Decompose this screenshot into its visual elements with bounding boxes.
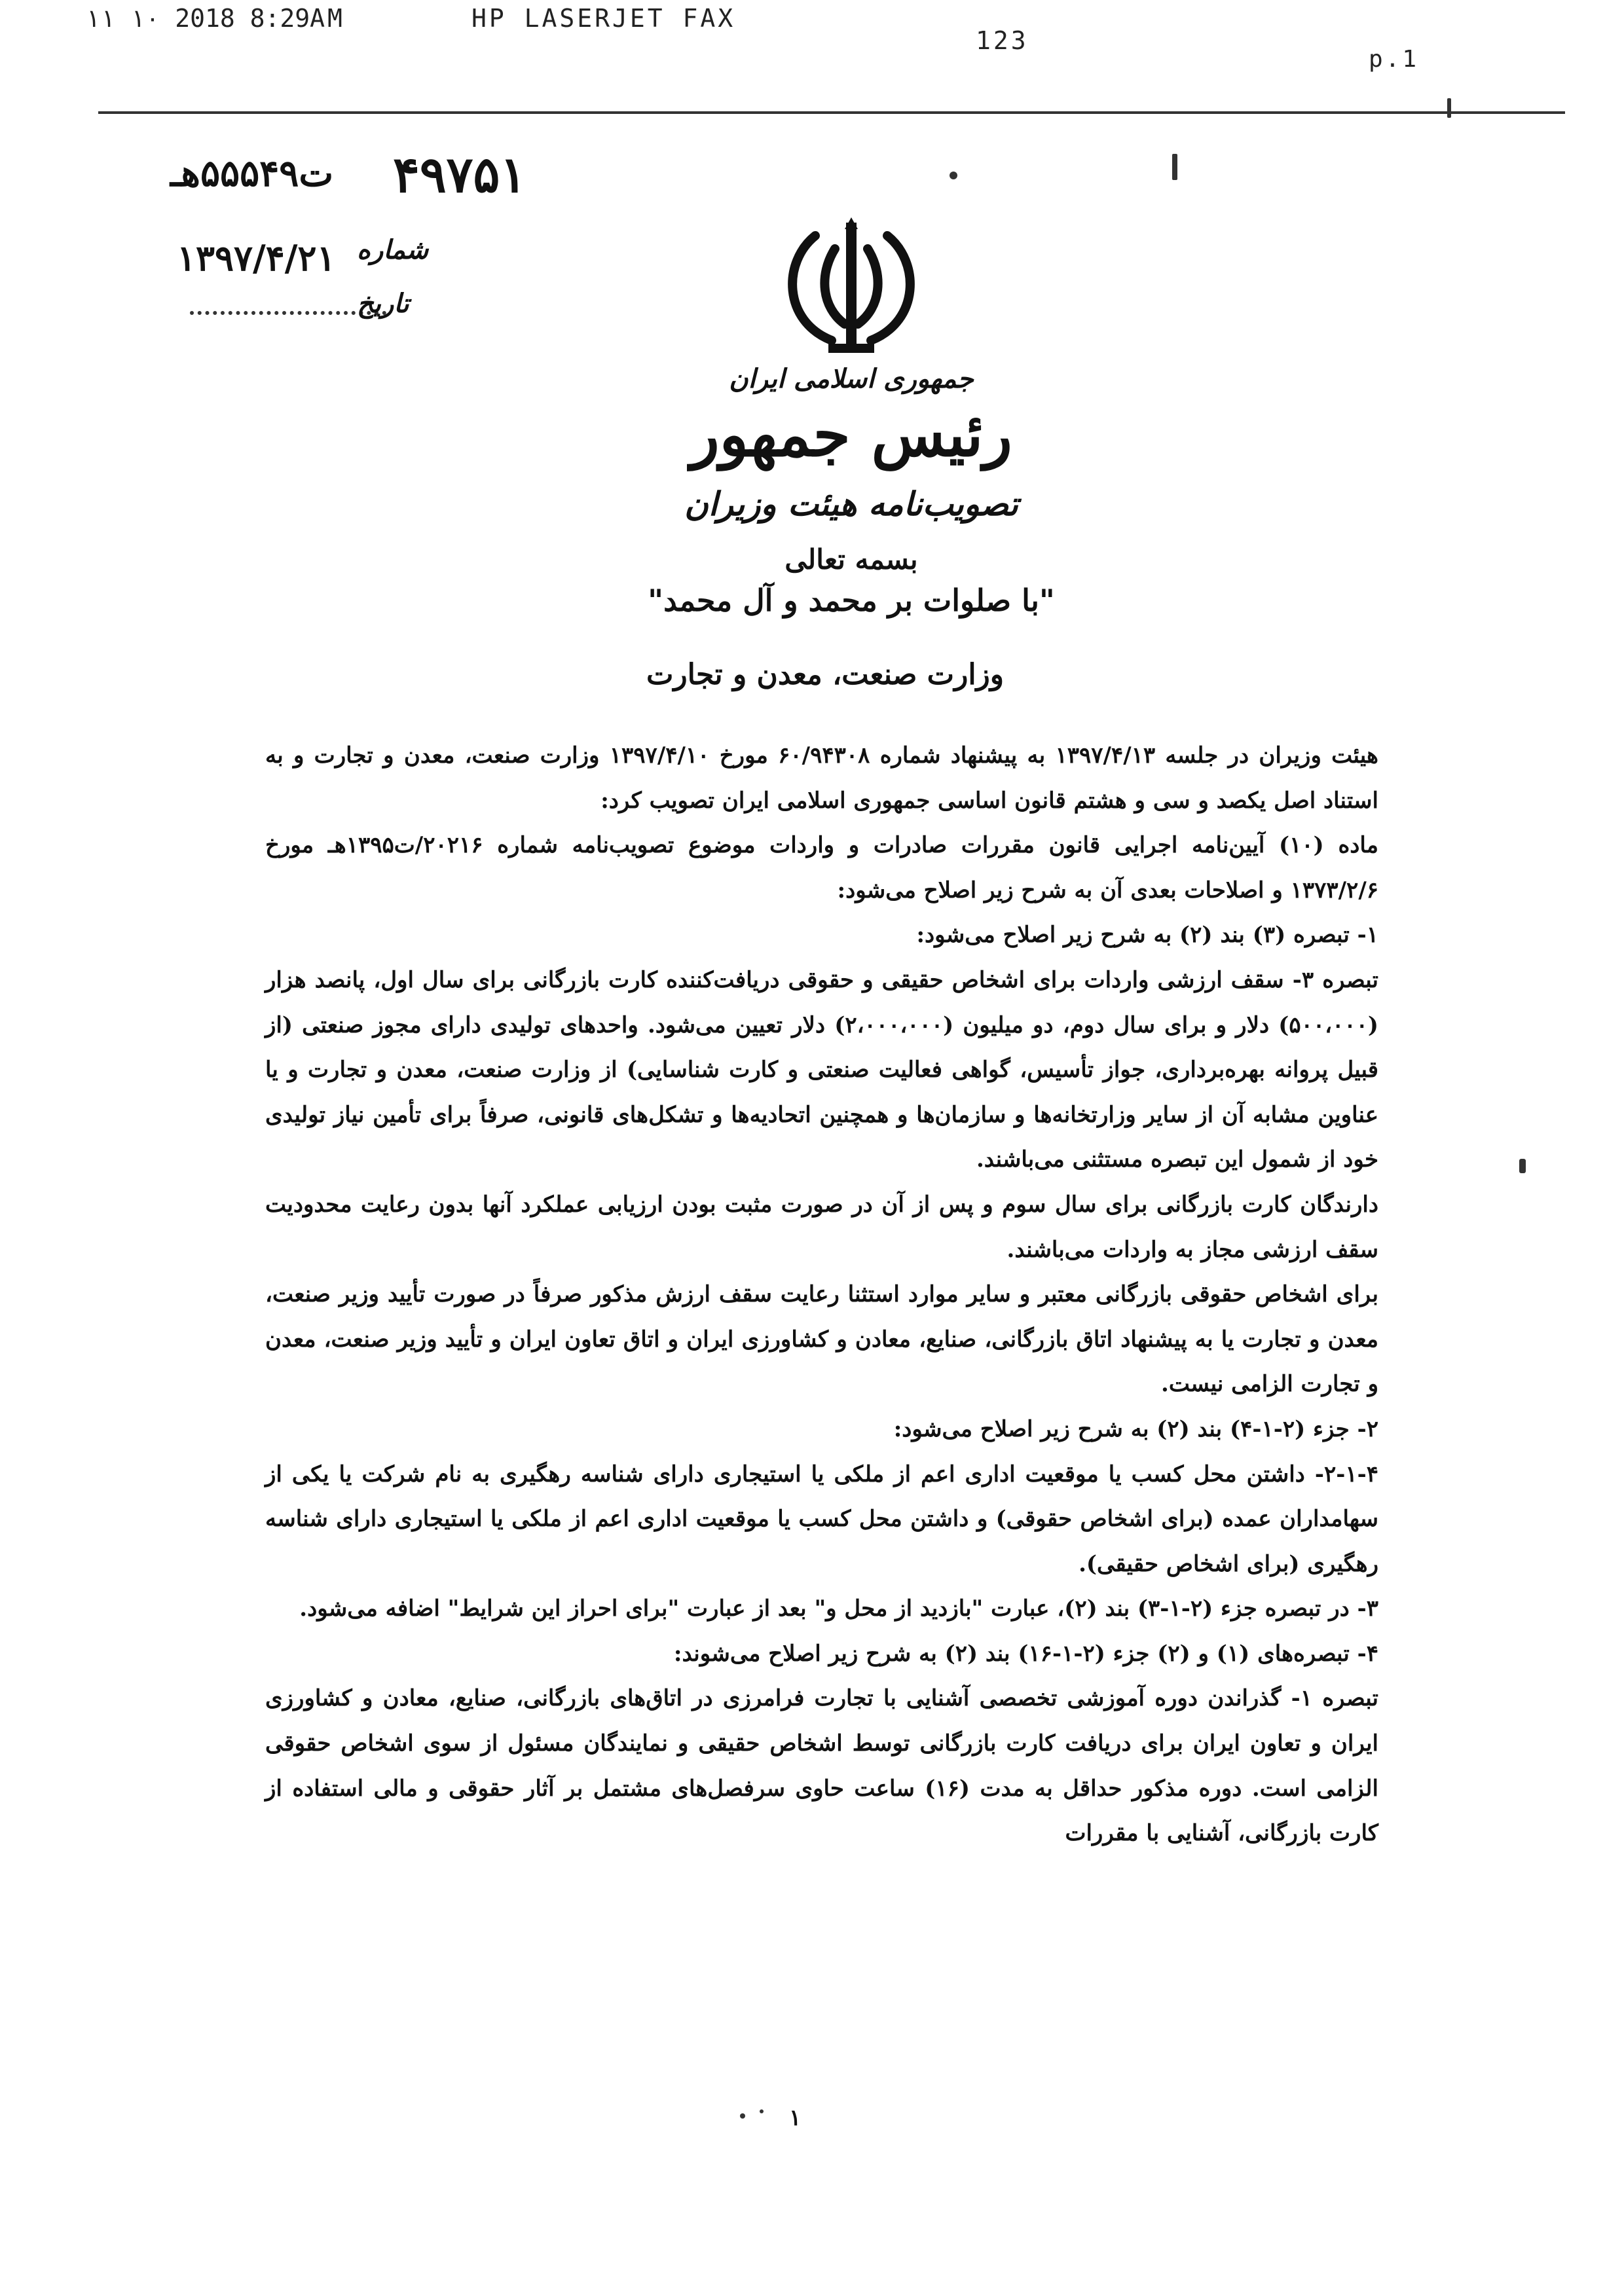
fax-device-name: HP LASERJET FAX [471,4,736,33]
scan-speck [740,2113,745,2119]
body-paragraph: هیئت وزیران در جلسه ۱۳۹۷/۴/۱۳ به پیشنهاد شماره ۶۰/۹۴۳۰۸ مورخ ۱۳۹۷/۴/۱۰ وزارت صنعت، معدن و تجارت و به استناد اصل یکصد و سی و هشتم قانون اساسی جمهوری اسلامی ایران تصویب کرد: [265,742,1378,814]
bismillah-line: بسمه تعالی [784,543,918,575]
body-paragraph: ۱- تبصره (۳) بند (۲) به شرح زیر اصلاح می‌شود: [916,922,1378,949]
scan-speck [1447,98,1451,118]
president-title: رئیس جمهور [690,399,1012,470]
scan-speck [950,172,957,179]
scan-speck [1519,1159,1526,1173]
decree-body [265,733,1378,1856]
scan-speck [760,2109,764,2113]
body-paragraph: ۴- تبصره‌های (۱) و (۲) جزء (۲-۱-۱۶) بند (۲) به شرح زیر اصلاح می‌شوند: [673,1640,1378,1667]
body-paragraph: دارندگان کارت بازرگانی برای سال سوم و پس از آن در صورت مثبت بودن ارزیابی عملکرد آنها بدون رعایت محدودیت سقف ارزشی مجاز به واردات می‌باشند. [265,1191,1378,1263]
emblem-icon [747,210,956,360]
cabinet-approval-title: تصویب‌نامه هیئت وزیران [684,484,1018,523]
file-code: ت۵۵۵۴۹هـ [170,152,334,195]
reference-number: ۴۹۷۵۱ [393,145,527,204]
fax-header [72,0,1087,55]
body-paragraph: تبصره ۱- گذراندن دوره آموزشی تخصصی آشنایی با تجارت فرامرزی در اتاق‌های بازرگانی، صنایع، معادن و کشاورزی ایران و تعاون ایران برای دریافت کارت بازرگانی توسط اشخاص حقیقی و نمایندگان مسئول از سوی اشخاص حقوقی الزامی است. دوره مذکور حداقل به مدت (۱۶) ساعت حاوی سرفصل‌های مشتمل بر آثار حقوقی و مالی استفاده از کارت بازرگانی، آشنایی با مقررات [265,1685,1378,1847]
scan-speck [1172,154,1177,180]
body-paragraph: ۳- در تبصره جزء (۲-۱-۳) بند (۲)، عبارت "بازدید از محل و" بعد از عبارت "برای احراز این شرایط" اضافه می‌شود. [299,1595,1378,1622]
footer-page-mark: ۱ [789,2105,802,2131]
fax-code: 123 [976,26,1029,55]
body-paragraph: ماده (۱۰) آیین‌نامه اجرایی قانون مقررات صادرات و واردات موضوع تصویب‌نامه شماره ۲۰۲۱۶/ت۱۳۹۵هـ مورخ ۱۳۷۳/۲/۶ و اصلاحات بعدی آن به شرح زیر اصلاح می‌شود: [265,832,1378,903]
body-paragraph: تبصره ۳- سقف ارزشی واردات برای اشخاص حقیقی و حقوقی دریافت‌کننده کارت بازرگانی برای سال اول، پانصد هزار (۵۰۰،۰۰۰) دلار و برای سال دوم، دو میلیون (۲،۰۰۰،۰۰۰) دلار تعیین می‌شود. واحدهای تولیدی دارای مجوز صنعتی (از قبیل پروانه بهره‌برداری، جواز تأسیس، گواهی فعالیت صنعتی و کارت شناسایی) از وزارت صنعت، معدن و تجارت و یا عناوین مشابه آن از سایر وزارتخانه‌ها و سازمان‌ها و همچنین اتحادیه‌ها و تشکل‌های قانونی، صرفاً برای تأمین نیاز تولیدی خود از شمول این تبصره مستثنی می‌باشند. [265,966,1379,1173]
date-label: تاریخ [357,288,409,319]
body-paragraph: ۲-۱-۴- داشتن محل کسب یا موقعیت اداری اعم از ملکی یا استیجاری دارای شناسه رهگیری به نام شرکت یا یکی از سهامداران عمده (برای اشخاص حقوقی) و داشتن محل کسب یا موقعیت اداری اعم از ملکی یا استیجاری دارای شناسه رهگیری (برای اشخاص حقیقی). [265,1461,1378,1577]
body-paragraph: برای اشخاص حقوقی بازرگانی معتبر و سایر موارد استثنا رعایت سقف ارزش مذکور صرفاً در صورت تأیید وزیر صنعت، معدن و تجارت یا به پیشنهاد اتاق بازرگانی، صنایع، معادن و کشاورزی ایران و اتاق تعاون ایران و تأیید وزیر صنعت، معدن و تجارت الزامی نیست. [265,1281,1378,1398]
header-divider [98,111,1565,114]
reference-date: ۱۳۹۷/۴/۲۱ [177,237,336,279]
republic-title: جمهوری اسلامی ایران [729,363,974,394]
salawat-line: "با صلوات بر محمد و آل محمد" [648,583,1055,618]
addressee-line: وزارت صنعت، معدن و تجارت [646,658,1005,691]
page-number: p.1 [1369,46,1420,73]
body-paragraph: ۲- جزء (۲-۱-۴) بند (۲) به شرح زیر اصلاح می‌شود: [893,1415,1378,1442]
fax-datetime: ۱۱ ۱۰ 2018 8:29AM [85,4,345,33]
number-label: شماره [357,234,429,265]
